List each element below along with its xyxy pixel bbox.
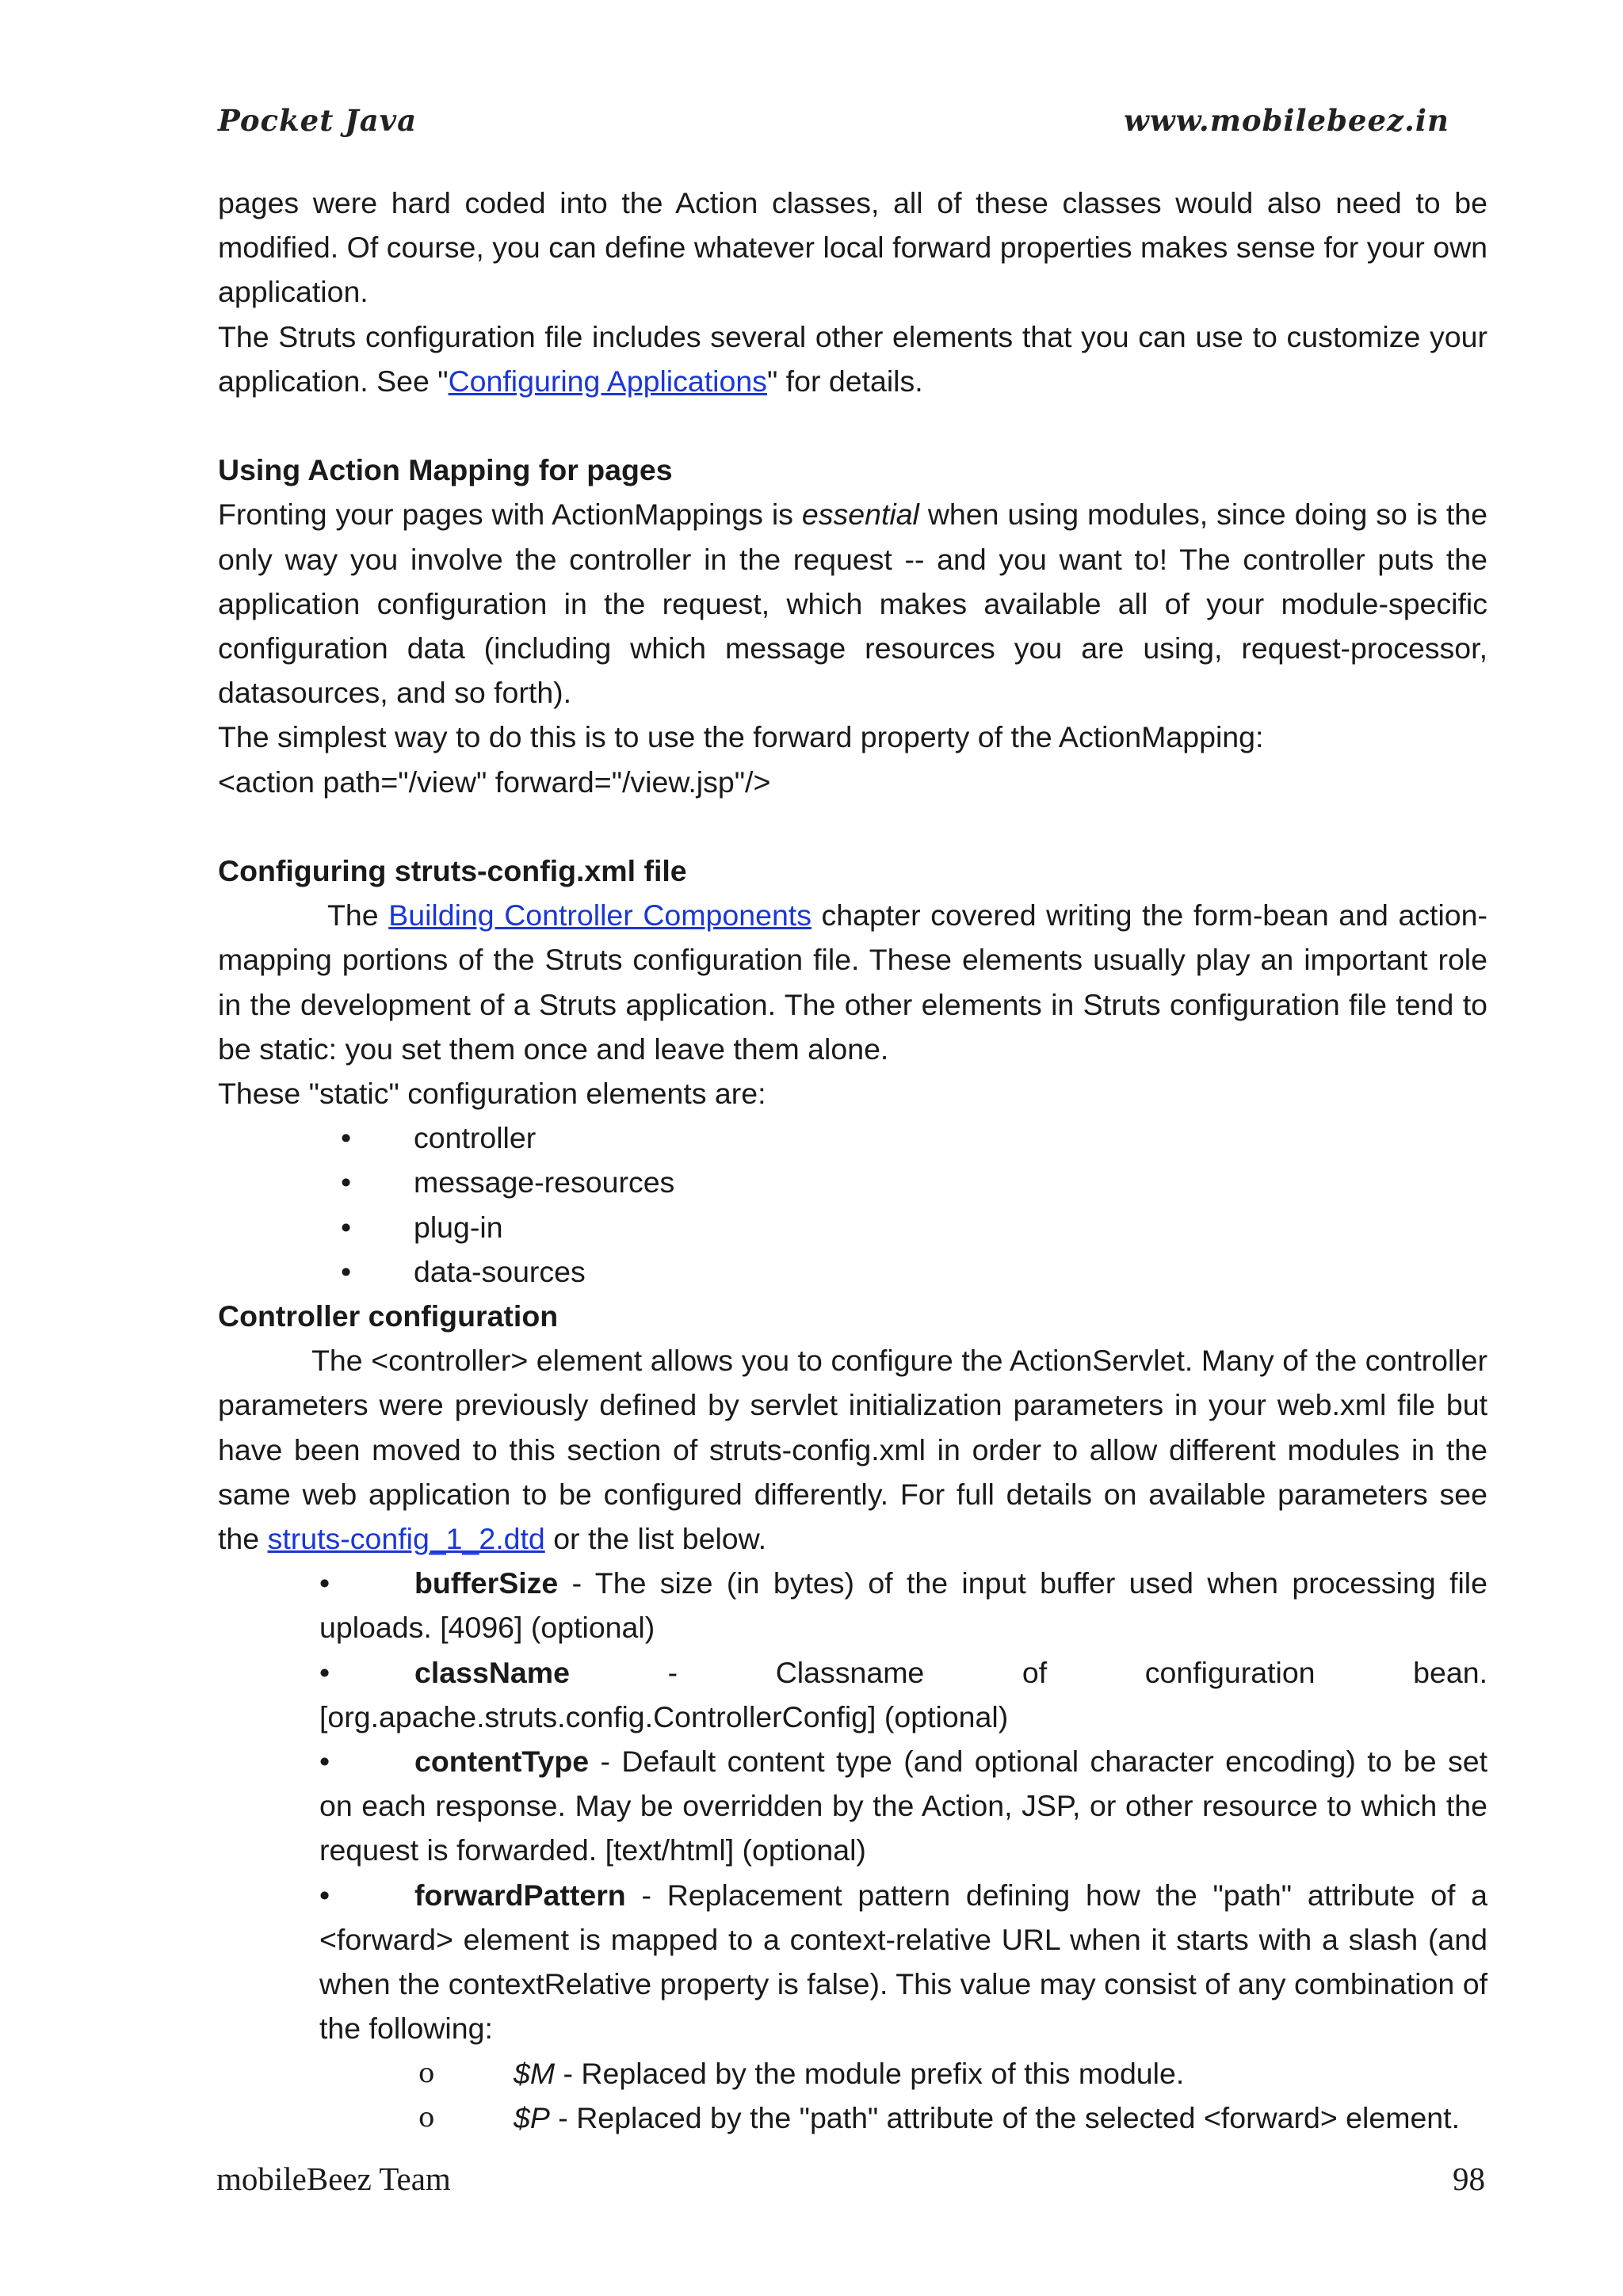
intro-text: The Struts configuration file includes several other elements that you can use to customize your application. See " bbox=[218, 319, 1487, 398]
param-item bbox=[218, 1561, 1487, 1650]
sublist-desc: - Replaced by the "path" attribute of the selected <forward> element. bbox=[549, 2100, 1461, 2134]
controller-params-list bbox=[218, 1561, 1487, 2050]
token-text: $P bbox=[514, 2100, 550, 2134]
circle-bullet-icon: o bbox=[418, 2101, 435, 2134]
bullet-icon: • bbox=[341, 1210, 352, 1244]
param-name: bufferSize bbox=[414, 1566, 559, 1600]
intro-paragraph-1: pages were hard coded into the Action classes, all of these classes would also need to be modified. Of course, you can define whatever local forward properties makes sense for your own application. bbox=[218, 186, 1487, 309]
intro-text-end: " for details. bbox=[766, 364, 923, 398]
bullet-icon: • bbox=[341, 1254, 352, 1288]
param-name: contentType bbox=[414, 1745, 590, 1779]
list-item-text: plug-in bbox=[414, 1210, 503, 1244]
param-name: className bbox=[414, 1655, 570, 1689]
param-desc: - Replacement pattern defining how the "path" attribute of a <forward> element is mapped to a context-relative URL when it starts with a slash (and when the contextRelative property is false). This value may consist of any combination of the following: bbox=[319, 1878, 1487, 2046]
action-mapping-paragraph bbox=[218, 492, 1487, 715]
sublist-item bbox=[218, 2051, 1487, 2096]
param-desc: - Default content type (and optional character encoding) to be set on each response. May be overridden by the Action, JSP, or other resource to which the request is forwarded. [text/html] (optional) bbox=[319, 1745, 1487, 1867]
param-item bbox=[218, 1873, 1487, 2051]
heading-using-action-mapping: Using Action Mapping for pages bbox=[218, 453, 673, 487]
bullet-icon: • bbox=[319, 1566, 330, 1600]
footer-team: mobileBeez Team bbox=[216, 2161, 451, 2197]
struts-config-dtd-link[interactable]: struts-config_1_2.dtd bbox=[267, 1522, 545, 1556]
para-text: The <controller> element allows you to configure the ActionServlet. Many of the controller parameters were previously defined by servlet initialization parameters in your web.xml file but have been moved to this section of struts-config.xml in order to allow different modules in the same web application to be configured differently. For full details on available parameters see the bbox=[218, 1344, 1487, 1556]
bullet-icon: • bbox=[319, 1878, 330, 1912]
param-desc: - The size (in bytes) of the input buffer used when processing file uploads. [4096] (optional) bbox=[319, 1566, 1487, 1645]
heading-configuring-struts-config: Configuring struts-config.xml file bbox=[218, 854, 687, 888]
emphasis-text: essential bbox=[801, 498, 919, 532]
para-text: The bbox=[327, 898, 389, 933]
param-desc: - Classname of configuration bean. [org.apache.struts.config.ControllerConfig] (optional) bbox=[319, 1655, 1487, 1733]
running-header-url: www.mobilebeez.in bbox=[1124, 103, 1449, 138]
action-code-line: <action path="/view" forward="/view.jsp"/> bbox=[218, 765, 771, 799]
list-item bbox=[218, 1205, 1487, 1249]
param-item bbox=[218, 1650, 1487, 1739]
bullet-icon: • bbox=[319, 1745, 330, 1779]
list-item-text: data-sources bbox=[414, 1254, 586, 1288]
token-text: $M bbox=[514, 2056, 556, 2090]
para-text-end: when using modules, since doing so is the only way you involve the controller in the request -- and you want to! The controller puts the application configuration in the request, which makes available all of your module-specific configuration data (including which message resources you are using, request-processor, datasources, and so forth). bbox=[218, 498, 1487, 710]
list-item-text: controller bbox=[414, 1121, 537, 1155]
simplest-way-paragraph: The simplest way to do this is to use the forward property of the ActionMapping: bbox=[218, 720, 1264, 754]
circle-bullet-icon: o bbox=[418, 2057, 435, 2089]
list-item bbox=[218, 1116, 1487, 1160]
forward-pattern-sublist bbox=[218, 2051, 1487, 2140]
building-controller-components-link[interactable]: Building Controller Components bbox=[388, 898, 812, 933]
param-item bbox=[218, 1739, 1487, 1873]
controller-element-paragraph bbox=[218, 1338, 1487, 1561]
param-name: forwardPattern bbox=[414, 1878, 626, 1912]
building-controller-paragraph bbox=[218, 893, 1487, 1071]
bullet-icon: • bbox=[341, 1121, 352, 1155]
page-body bbox=[218, 181, 1487, 2140]
bullet-icon: • bbox=[341, 1165, 352, 1199]
list-item-text: message-resources bbox=[414, 1165, 675, 1199]
configuring-applications-link[interactable]: Configuring Applications bbox=[448, 364, 767, 398]
sublist-desc: - Replaced by the module prefix of this module. bbox=[555, 2056, 1185, 2090]
bullet-icon: • bbox=[319, 1655, 330, 1689]
para-text-end: or the list below. bbox=[544, 1522, 767, 1556]
static-elements-list bbox=[218, 1116, 1487, 1294]
para-text-end: chapter covered writing the form-bean and action-mapping portions of the Struts configuration file. These elements usually play an important role in the development of a Struts application. The other elements in Struts configuration file tend to be static: you set them once and leave them alone. bbox=[218, 898, 1487, 1066]
intro-paragraph-2 bbox=[218, 315, 1487, 403]
list-item bbox=[218, 1249, 1487, 1294]
heading-controller-configuration: Controller configuration bbox=[218, 1299, 559, 1333]
list-item bbox=[218, 1160, 1487, 1204]
running-header-title: Pocket Java bbox=[218, 103, 418, 138]
static-elements-intro: These "static" configuration elements are: bbox=[218, 1077, 766, 1111]
sublist-item bbox=[218, 2096, 1487, 2140]
para-text: Fronting your pages with ActionMappings is bbox=[218, 498, 802, 532]
page-number: 98 bbox=[1453, 2161, 1485, 2197]
